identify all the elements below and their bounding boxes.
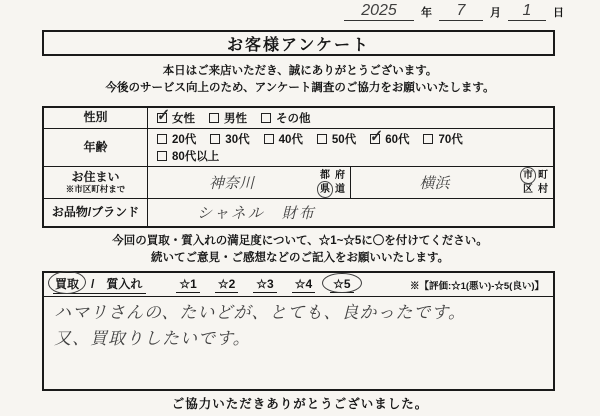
comment-line-1: ハマリさんの、たいどが、とても、良かったです。 [54,303,466,322]
unit-fu: 府 [335,170,345,181]
unit-dou: 道 [335,183,345,195]
age-option-80s-plus [157,148,219,164]
footer-thanks: ご協力いただきありがとうございました。 [171,397,429,411]
rating-pawn-label: 質入れ [106,277,143,291]
date-month-unit: 月 [490,7,501,20]
comment-line-2: 又、買取りしたいです。 [54,328,251,348]
checkbox-70s [423,134,433,144]
prefecture-value: 神奈川 [208,175,254,192]
date-month-value: 7 [439,2,483,21]
age-option-30s [210,131,249,147]
age-option-50s [317,131,356,147]
date-year-value: 2025 [344,2,414,21]
survey-title: お客様アンケート [226,36,371,54]
age-options [148,129,553,166]
checkbox-male [209,113,219,123]
gender-option-male [209,110,247,126]
gender-option-other [261,110,311,126]
age-option-20s [157,131,196,147]
age-options-line-2 [157,148,233,164]
gender-options [148,108,553,128]
age-option-80s-plus-label: 80代以上 [172,151,220,163]
unit-machi: 町 [538,170,548,181]
residence-values [148,167,553,198]
service-type-group [53,275,146,294]
residence-label-cell [44,167,148,198]
checkbox-20s [157,134,167,144]
survey-instructions-line-1: 今回の買取・質入れの満足度について、☆1~☆5に〇を付けてください。 [112,235,488,247]
checkbox-40s [264,134,274,144]
date-year-unit: 年 [421,7,432,20]
age-option-60s-label: 60代 [385,134,410,146]
item-value: シャネル 財布 [197,205,316,222]
star-4: ☆4 [292,277,315,293]
unit-ken: 県 [320,183,330,195]
unit-mura: 村 [538,183,548,195]
age-options-line-1 [157,131,477,147]
age-option-30s-label: 30代 [225,134,250,146]
gender-row [44,108,553,129]
gender-label: 性別 [44,108,148,128]
age-label: 年齢 [44,129,148,166]
unit-shi: 市 [523,170,533,181]
city-unit-grid [518,167,553,198]
prefecture-unit-grid [315,167,351,198]
gender-option-other-label: その他 [276,113,311,125]
comment-area [44,297,553,389]
survey-instructions-line-2: 続いてご意見・ご感想などのご記入をお願いいたします。 [150,252,450,265]
age-option-50s-label: 50代 [331,134,357,146]
residence-row [44,167,553,199]
intro-line-1: 本日はご来店いただき、誠にありがとうございます。 [162,65,438,77]
checkbox-60s [370,134,380,144]
age-row [44,129,553,167]
residence-label: お住まい [71,169,120,184]
checkbox-80s-plus [157,151,167,161]
star-3: ☆3 [253,277,276,293]
checkbox-50s [317,134,327,144]
checkbox-other [261,113,271,123]
city-value: 横浜 [419,175,450,192]
gender-option-male-label: 男性 [224,113,247,125]
unit-to: 都 [320,170,330,181]
rating-scale-note: ※【評価:☆1(悪い)-☆5(良い)】 [409,280,544,292]
rating-header [44,273,553,297]
checkbox-female [157,113,167,123]
unit-ku: 区 [523,183,533,195]
item-label: お品物/ブランド [44,199,148,226]
survey-title-box [42,30,555,56]
survey-date [280,2,564,21]
star-2: ☆2 [215,277,238,293]
item-row [44,199,553,226]
age-option-70s [423,131,462,147]
gender-option-female [157,110,195,126]
item-value-cell [148,199,553,226]
star-rating-scale [176,277,353,293]
gender-option-female-label: 女性 [172,113,195,125]
intro-text [0,63,600,98]
age-option-40s [264,131,303,147]
age-option-20s-label: 20代 [172,134,197,146]
checkbox-30s [210,134,220,144]
star-5: ☆5 [330,277,353,293]
residence-sublabel: ※市区町村まで [65,183,126,194]
profile-table [42,106,555,228]
rating-buy-label: 買取 [55,277,80,291]
age-option-60s [370,131,409,147]
star-1: ☆1 [176,277,199,293]
survey-instructions [0,233,600,268]
rating-separator: / [91,276,95,291]
date-day-unit: 日 [553,7,564,20]
age-option-70s-label: 70代 [438,134,463,146]
age-option-40s-label: 40代 [278,134,303,146]
date-day-value: 1 [508,2,546,21]
intro-line-2: 今後のサービス向上のため、アンケート調査のご協力をお願いいたします。 [105,82,495,95]
rating-and-comment-box [42,271,555,391]
